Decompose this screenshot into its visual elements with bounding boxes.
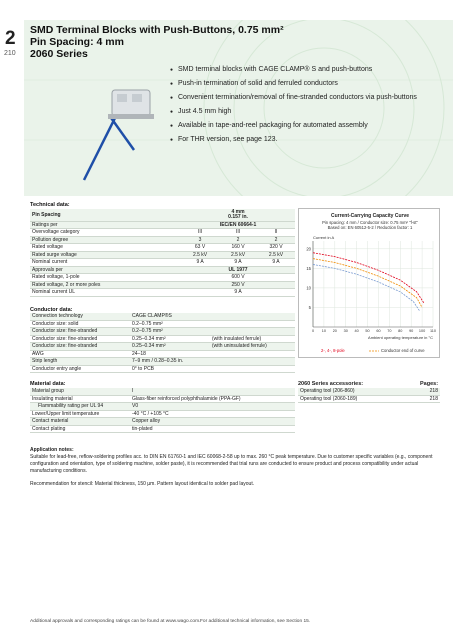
- conductor-value: CAGE CLAMP®S: [130, 313, 210, 320]
- table-row: [30, 388, 295, 395]
- tech-value: 9 A: [181, 289, 295, 297]
- footer-approvals: Additional approvals and corresponding ratings can be found at www.wago.com.: [30, 619, 201, 624]
- material-value: tin-plated: [130, 425, 295, 433]
- tech-param: Pollution degree: [30, 236, 181, 244]
- conductor-note: [210, 350, 295, 358]
- y-tick-label: 15: [306, 265, 311, 271]
- table-row: [30, 425, 295, 433]
- tech-value: II: [257, 229, 295, 237]
- conductor-note: [210, 328, 295, 336]
- conductor-param: Conductor size: fine-stranded: [30, 328, 130, 336]
- application-notes: [30, 447, 438, 488]
- conductor-value: 24–18: [130, 350, 210, 358]
- conductor-note: [210, 313, 295, 320]
- tech-value: 9 A: [219, 259, 257, 267]
- accessories-table: [298, 388, 440, 403]
- conductor-param: AWG: [30, 350, 130, 358]
- tech-param: Rated voltage, 2 or more poles: [30, 281, 181, 289]
- tech-param: Nominal current: [30, 259, 181, 267]
- conductor-note: [210, 358, 295, 366]
- tech-value: 9 A: [181, 259, 219, 267]
- tech-value: 63 V: [181, 244, 219, 252]
- tech-param: Rated voltage, 1-pole: [30, 274, 181, 282]
- title-line-3: 2060 Series: [30, 48, 88, 60]
- tech-value: 2.5 kV: [257, 251, 295, 259]
- feature-item: ● Just 4.5 mm high: [170, 108, 430, 117]
- tech-value: 320 V: [257, 244, 295, 252]
- feature-item: ● Push-in termination of solid and ferruled conductors: [170, 80, 430, 89]
- conductor-param: Conductor size: solid: [30, 320, 130, 328]
- tech-value: UL 1977: [181, 266, 295, 274]
- table-row: [298, 388, 440, 395]
- tech-param: Overvoltage category: [30, 229, 181, 237]
- tech-value: 2: [257, 236, 295, 244]
- material-param: Lower/Upper limit temperature: [30, 410, 130, 418]
- material-value: -40 °C / +105 °C: [130, 410, 295, 418]
- material-value: I: [130, 388, 295, 395]
- material-data-label: Material data:: [30, 381, 66, 387]
- table-row: [30, 259, 295, 267]
- conductor-value: 0° to PCB: [130, 365, 210, 373]
- accessories-pages-label: Pages:: [420, 381, 439, 387]
- table-row: [30, 274, 295, 282]
- conductor-note: [210, 365, 295, 373]
- x-tick-label: 70: [387, 329, 392, 333]
- conductor-note: (with uninsulated ferrule): [210, 343, 295, 351]
- accessory-name: Operating tool (2060-189): [298, 395, 416, 402]
- page-title: [30, 24, 284, 60]
- table-row: [30, 289, 295, 297]
- chart-title: Current-Carrying Capacity Curve: [330, 213, 410, 219]
- y-tick-label: 10: [306, 285, 311, 291]
- accessory-name: Operating tool (206-860): [298, 388, 416, 395]
- notes-title: Application notes:: [30, 447, 74, 453]
- material-param: Insulating material: [30, 395, 130, 403]
- feature-item: ● For THR version, see page 123.: [170, 136, 430, 145]
- conductor-param: Conductor size: fine-stranded: [30, 343, 130, 351]
- title-line-1: SMD Terminal Blocks with Push-Buttons, 0.75 mm²: [30, 24, 284, 36]
- tech-value: 2: [219, 236, 257, 244]
- x-tick-label: 20: [332, 329, 337, 333]
- table-row: [30, 251, 295, 259]
- tech-param: Nominal current UL: [30, 289, 181, 297]
- accessory-page: 218: [416, 388, 440, 395]
- feature-item: ● Convenient termination/removal of fine-stranded conductors via push-buttons: [170, 94, 430, 103]
- table-row: [30, 358, 295, 366]
- y-tick-label: 5: [308, 304, 311, 310]
- conductor-value: 0.2–0.75 mm²: [130, 320, 210, 328]
- table-row: [30, 221, 295, 229]
- material-param: Flammability rating per UL 94: [30, 403, 130, 411]
- notes-text: Suitable for lead-free, reflow-soldering profiles acc. to DIN EN 61760-1 and IEC 60068-2-58 up to max. 260 °C peak temperature. Due to customer specific variables (e.g., component configuration and orientation, type of soldering machine, solder paste), it is recommended that trial runs are conducted to ensure product and process compatibility under actual manufacturing conditions.: [30, 454, 433, 474]
- tech-param: Approvals per: [30, 266, 181, 274]
- page-number: 210: [4, 50, 16, 57]
- table-row: [30, 244, 295, 252]
- technical-data-label: Technical data:: [30, 202, 70, 208]
- tech-param: Ratings per: [30, 221, 181, 229]
- x-axis-label: Ambient operating temperature in °C: [368, 335, 433, 340]
- x-tick-label: 60: [376, 329, 381, 333]
- table-row: [30, 229, 295, 237]
- table-row: [30, 328, 295, 336]
- table-row: [298, 395, 440, 402]
- tech-value: 2.5 kV: [181, 251, 219, 259]
- conductor-value: 0.25–0.34 mm²: [130, 343, 210, 351]
- header-param: Pin Spacing: [30, 209, 181, 221]
- conductor-note: [210, 320, 295, 328]
- x-tick-label: 100: [418, 329, 426, 333]
- conductor-param: Connection technology: [30, 313, 130, 320]
- table-header-row: [30, 209, 295, 221]
- chart-subtitle: Pin spacing: 4 mm / Conductor size: 0.75 mm² "f-st" Based on: EN 60512-5-2 / Reduction factor: 1: [322, 220, 418, 230]
- x-tick-label: 80: [398, 329, 403, 333]
- material-data-table: [30, 388, 295, 433]
- table-row: [30, 403, 295, 411]
- conductor-note: (with insulated ferrule): [210, 335, 295, 343]
- y-axis-label: Current in A: [313, 235, 335, 240]
- material-value: Glass-fiber reinforced polyphthalamide (PPA-GF): [130, 395, 295, 403]
- tech-value: 250 V: [181, 281, 295, 289]
- tech-value: 9 A: [257, 259, 295, 267]
- table-row: [30, 281, 295, 289]
- material-value: V0: [130, 403, 295, 411]
- feature-item: ● Available in tape-and-reel packaging for automated assembly: [170, 122, 430, 131]
- current-capacity-chart: [298, 208, 440, 358]
- y-tick-label: 20: [306, 246, 311, 252]
- tech-value: 160 V: [219, 244, 257, 252]
- tech-value: 600 V: [181, 274, 295, 282]
- table-row: [30, 410, 295, 418]
- stencil-recommendation: Recommendation for stencil: Material thickness, 150 µm. Pattern layout identical to solder pad layout.: [30, 481, 255, 487]
- legend-poles: 2-, 4-, 8-pole: [321, 348, 345, 353]
- table-row: [30, 418, 295, 426]
- conductor-param: Strip length: [30, 358, 130, 366]
- table-row: [30, 313, 295, 320]
- conductor-value: 7–9 mm / 0.28–0.35 in.: [130, 358, 210, 366]
- tech-param: Rated voltage: [30, 244, 181, 252]
- tech-value: III: [181, 229, 219, 237]
- x-tick-label: 110: [429, 329, 437, 333]
- accessories-label: 2060 Series accessories:: [298, 381, 364, 387]
- x-tick-label: 50: [365, 329, 370, 333]
- tech-value: IEC/EN 60664-1: [181, 221, 295, 229]
- conductor-param: Conductor entry angle: [30, 365, 130, 373]
- table-row: [30, 320, 295, 328]
- table-row: [30, 236, 295, 244]
- chart-plot: [299, 209, 441, 359]
- conductor-value: 0.2–0.75 mm²: [130, 328, 210, 336]
- feature-list: [170, 66, 430, 150]
- x-tick-label: 40: [354, 329, 359, 333]
- conductor-data-label: Conductor data:: [30, 307, 73, 313]
- table-row: [30, 335, 295, 343]
- legend-end: Conductor end of curve: [381, 348, 425, 353]
- material-param: Contact plating: [30, 425, 130, 433]
- chapter-number: 2: [5, 28, 16, 49]
- x-tick-label: 0: [311, 329, 315, 333]
- tech-param: Rated surge voltage: [30, 251, 181, 259]
- tech-value: 2.5 kV: [219, 251, 257, 259]
- material-value: Copper alloy: [130, 418, 295, 426]
- footer-technical-info: For additional technical information, see Section 15.: [200, 619, 311, 624]
- table-row: [30, 395, 295, 403]
- accessory-page: 218: [416, 395, 440, 402]
- title-line-2: Pin Spacing: 4 mm: [30, 36, 124, 48]
- feature-item: ● SMD terminal blocks with CAGE CLAMP® S and push-buttons: [170, 66, 430, 75]
- table-row: [30, 266, 295, 274]
- material-param: Material group: [30, 388, 130, 395]
- tech-value: III: [219, 229, 257, 237]
- conductor-value: 0.25–0.34 mm²: [130, 335, 210, 343]
- technical-data-table: [30, 209, 295, 297]
- x-tick-label: 90: [409, 329, 414, 333]
- x-tick-label: 10: [321, 329, 327, 333]
- conductor-data-table: [30, 313, 295, 373]
- tech-value: 3: [181, 236, 219, 244]
- table-row: [30, 343, 295, 351]
- x-tick-label: 30: [343, 329, 348, 333]
- table-row: [30, 365, 295, 373]
- material-param: Contact material: [30, 418, 130, 426]
- table-row: [30, 350, 295, 358]
- conductor-param: Conductor size: fine-stranded: [30, 335, 130, 343]
- header-value: 4 mm 0.157 in.: [181, 209, 295, 221]
